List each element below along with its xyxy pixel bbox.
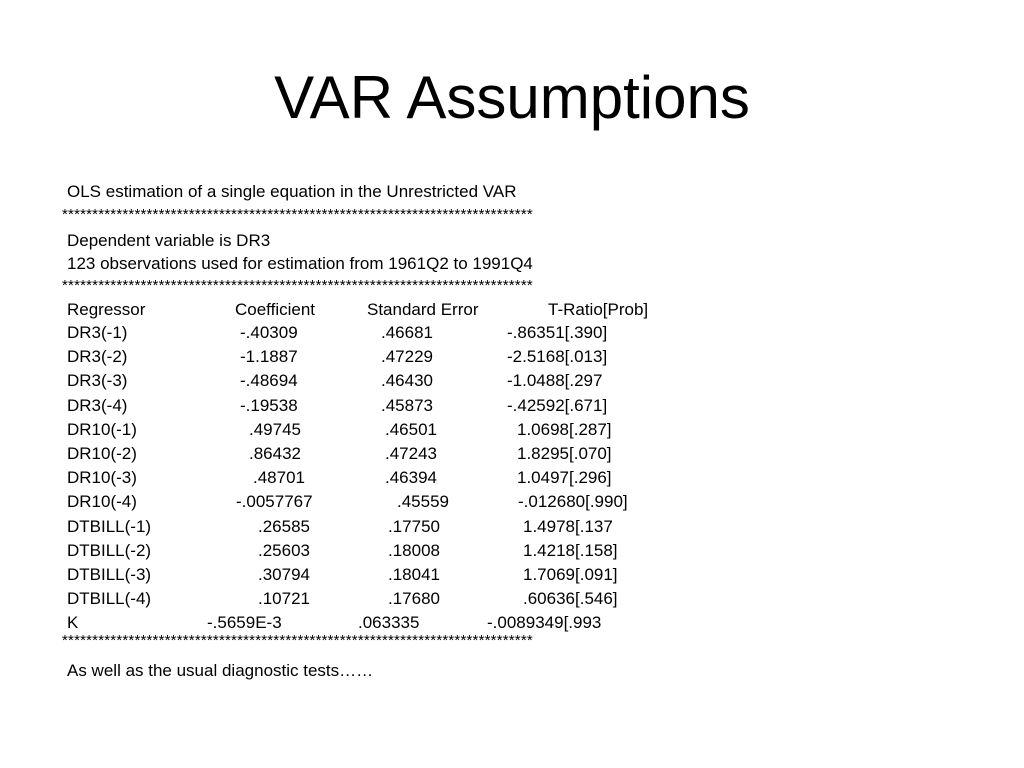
cell-standard-error: .063335 — [358, 613, 420, 633]
cell-regressor: DR10(-1) — [67, 419, 137, 439]
cell-standard-error: .46430 — [381, 371, 433, 391]
cell-t-ratio: -.012680[.990] — [518, 492, 628, 512]
cell-regressor: K — [67, 613, 79, 633]
cell-t-ratio: -.86351[.390] — [507, 323, 608, 342]
dependent-variable-text: Dependent variable is DR3 — [67, 231, 271, 250]
cell-regressor: DR10(-3) — [67, 468, 137, 488]
separator-1: ****************************************************************************** — [62, 209, 533, 221]
cell-t-ratio: 1.0698[.287] — [517, 419, 612, 439]
cell-standard-error: .47243 — [385, 444, 437, 463]
cell-t-ratio: 1.8295[.070] — [517, 444, 612, 463]
cell-coefficient: -.19538 — [240, 395, 298, 415]
slide-title: VAR Assumptions — [274, 64, 750, 131]
cell-t-ratio: -.42592[.671] — [507, 395, 608, 415]
separator-3: ****************************************************************************** — [62, 635, 533, 647]
cell-standard-error: .47229 — [381, 347, 433, 367]
cell-regressor: DR3(-2) — [67, 347, 128, 367]
cell-t-ratio: -.0089349[.993 — [487, 613, 602, 633]
cell-coefficient: .86432 — [249, 444, 301, 463]
cell-regressor: DR10(-4) — [67, 492, 137, 512]
cell-standard-error: .46501 — [385, 419, 437, 439]
cell-standard-error: .45559 — [397, 492, 449, 512]
cell-coefficient: .10721 — [258, 589, 310, 609]
cell-coefficient: -.0057767 — [236, 492, 313, 512]
cell-t-ratio: 1.0497[.296] — [517, 468, 612, 488]
separator-2: ****************************************************************************** — [62, 280, 533, 292]
header-coefficient: Coefficient — [235, 300, 316, 319]
cell-coefficient: .30794 — [258, 565, 310, 584]
cell-t-ratio: 1.7069[.091] — [523, 565, 618, 584]
cell-standard-error: .46394 — [385, 468, 437, 488]
footer-text: As well as the usual diagnostic tests…… — [67, 661, 374, 680]
cell-standard-error: .17750 — [388, 516, 440, 536]
cell-coefficient: .48701 — [253, 468, 305, 488]
cell-standard-error: .17680 — [388, 589, 440, 609]
cell-regressor: DTBILL(-2) — [67, 540, 152, 560]
cell-regressor: DR3(-1) — [67, 323, 128, 342]
header-regressor: Regressor — [67, 300, 146, 319]
cell-coefficient: .49745 — [249, 419, 301, 439]
header-standard-error: Standard Error — [367, 300, 479, 319]
cell-regressor: DTBILL(-4) — [67, 589, 152, 609]
cell-standard-error: .18041 — [388, 565, 440, 584]
cell-regressor: DTBILL(-3) — [67, 565, 152, 584]
cell-regressor: DTBILL(-1) — [67, 516, 152, 536]
cell-standard-error: .45873 — [381, 395, 433, 415]
cell-coefficient: .25603 — [258, 540, 310, 560]
cell-coefficient: .26585 — [258, 516, 310, 536]
cell-t-ratio: -1.0488[.297 — [507, 371, 603, 391]
cell-coefficient: -1.1887 — [240, 347, 298, 367]
cell-regressor: DR3(-3) — [67, 371, 128, 391]
cell-t-ratio: 1.4218[.158] — [523, 540, 618, 560]
observations-text: 123 observations used for estimation from 1961Q2 to 1991Q4 — [67, 254, 533, 273]
cell-coefficient: -.5659E-3 — [207, 613, 282, 633]
cell-regressor: DR3(-4) — [67, 395, 128, 415]
cell-coefficient: -.40309 — [240, 323, 298, 342]
cell-t-ratio: .60636[.546] — [523, 589, 618, 609]
cell-t-ratio: 1.4978[.137 — [523, 516, 613, 536]
cell-regressor: DR10(-2) — [67, 444, 137, 463]
cell-coefficient: -.48694 — [240, 371, 298, 391]
cell-standard-error: .46681 — [381, 323, 433, 342]
header-t-ratio: T-Ratio[Prob] — [548, 300, 649, 319]
cell-standard-error: .18008 — [388, 540, 440, 560]
intro-text: OLS estimation of a single equation in the Unrestricted VAR — [67, 182, 517, 201]
cell-t-ratio: -2.5168[.013] — [507, 347, 608, 367]
